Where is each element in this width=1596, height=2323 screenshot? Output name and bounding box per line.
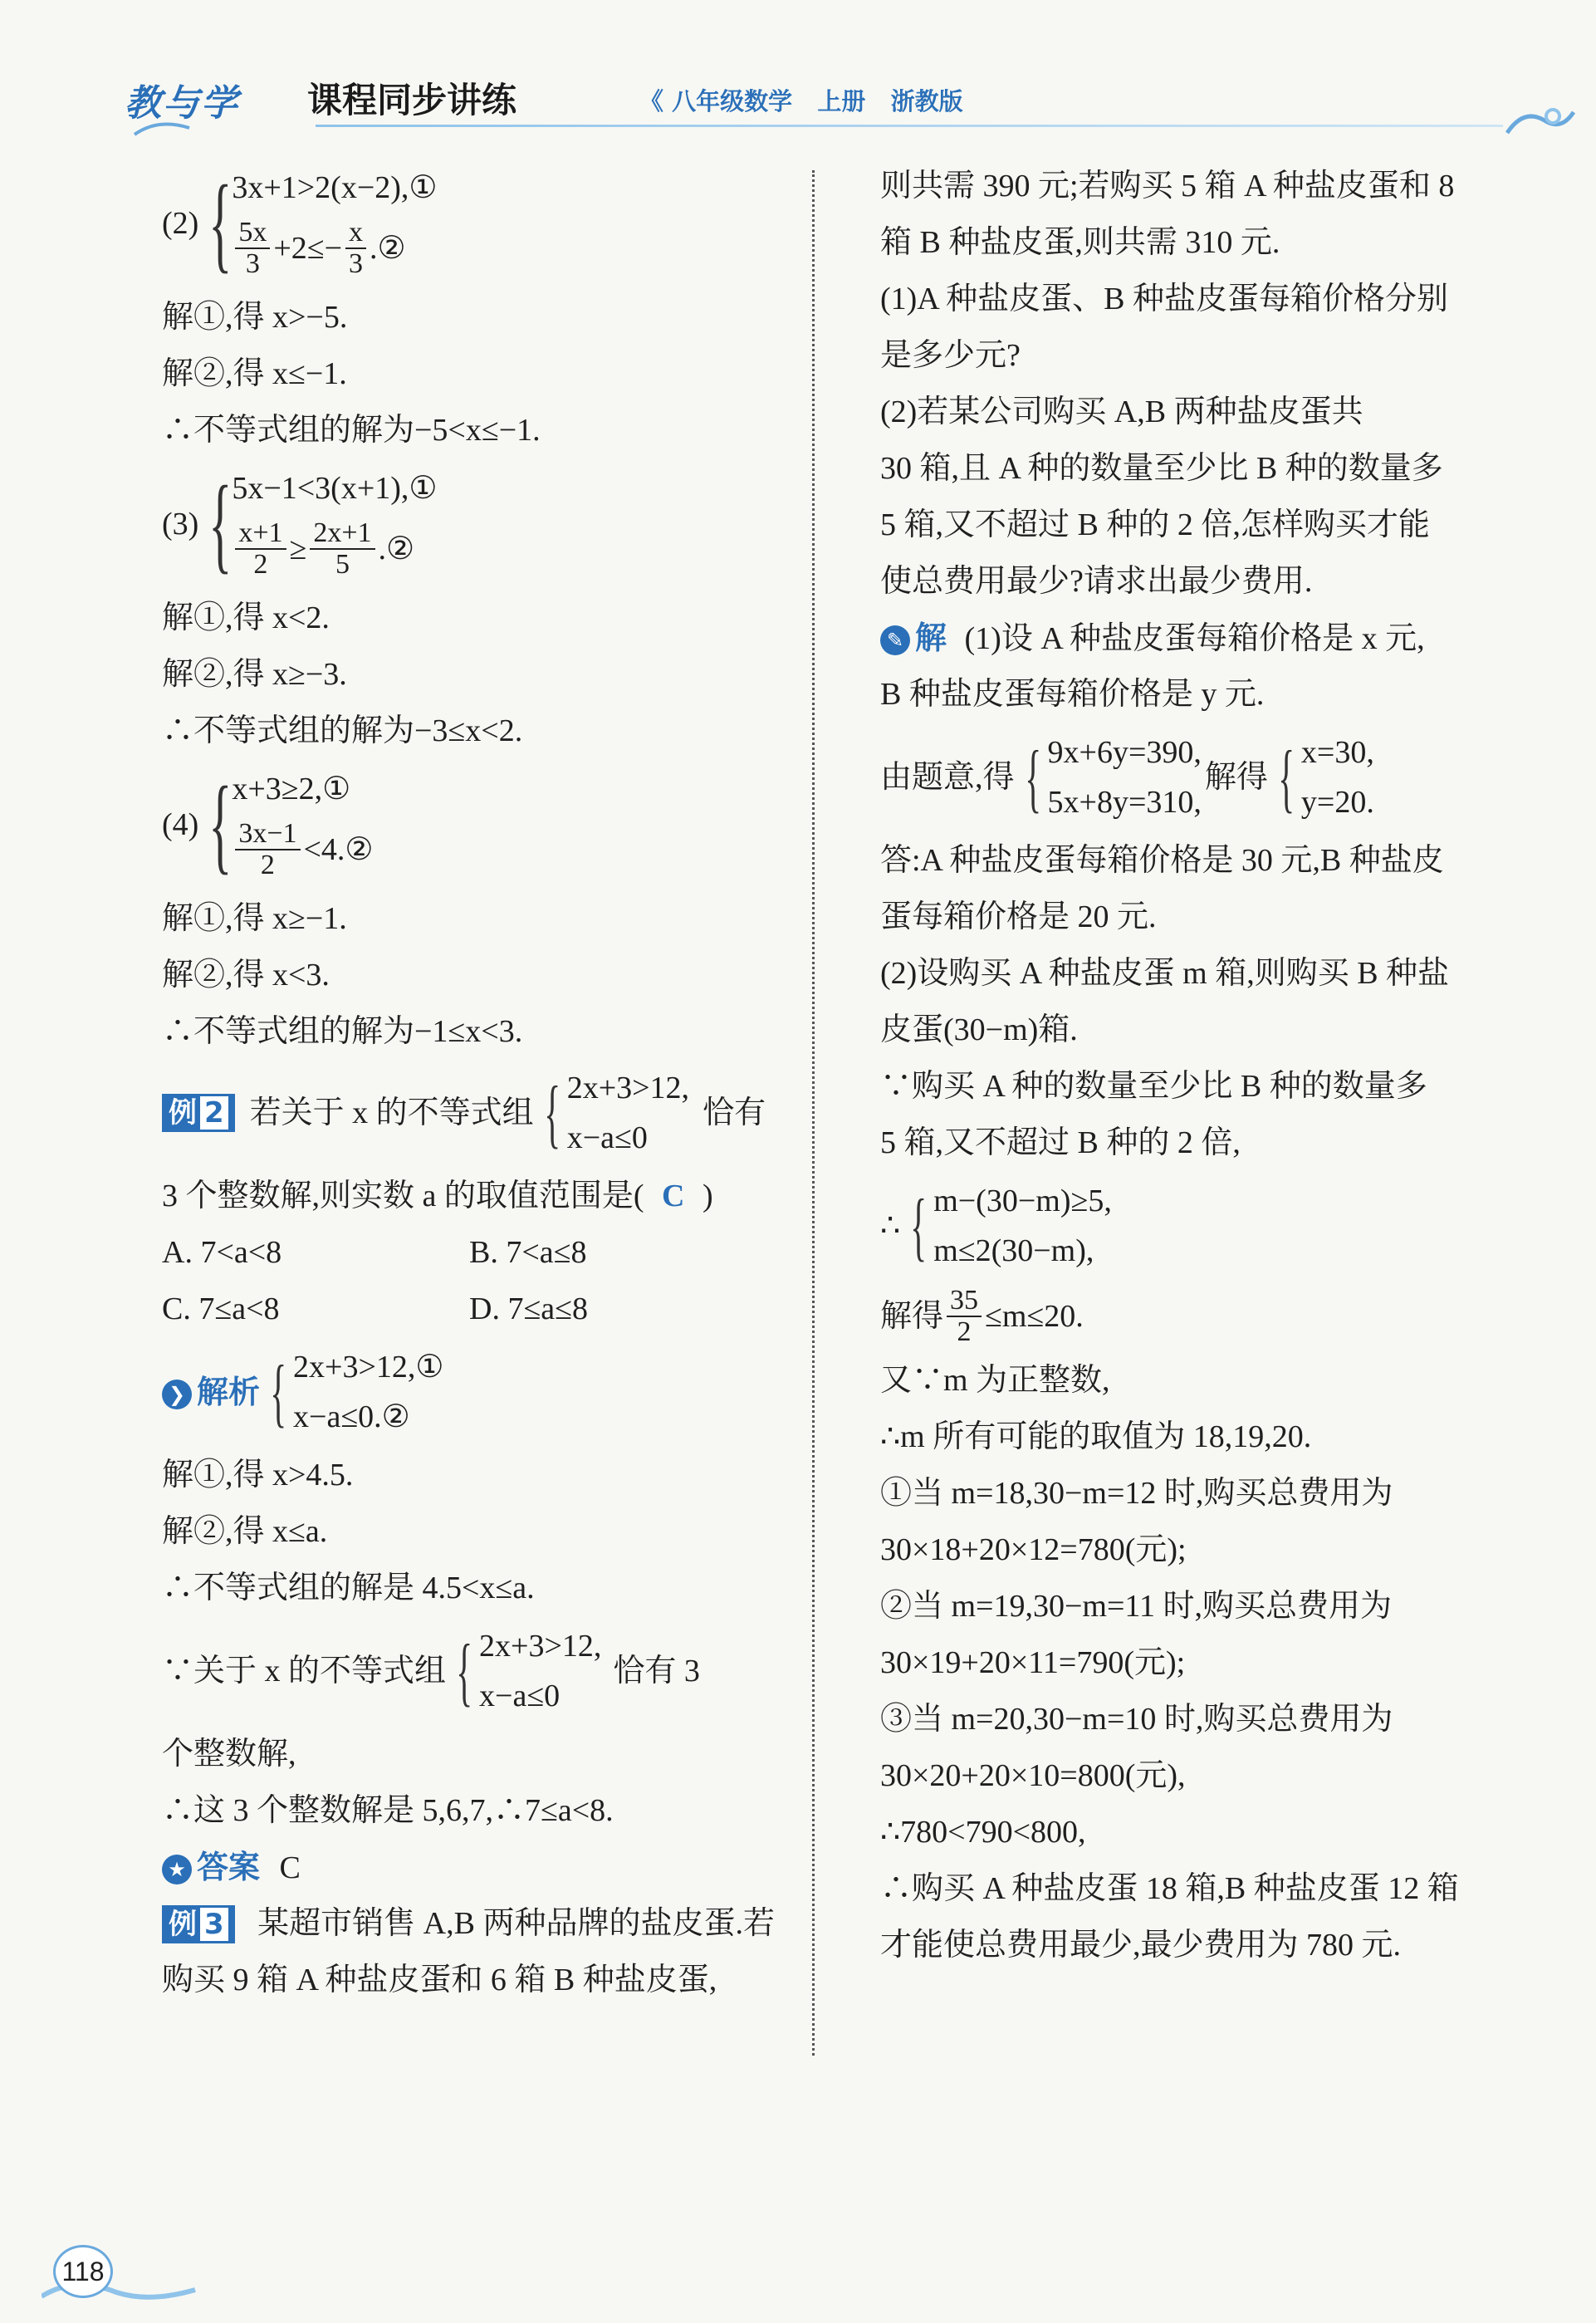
p2-equation-2	[232, 213, 437, 284]
right-line-22: ①当 m=18,30−m=12 时,购买总费用为	[880, 1476, 1393, 1511]
example-2-line2	[162, 1168, 776, 1224]
inequality-system-2	[880, 1176, 1511, 1276]
example-tag-number: 2	[200, 1096, 228, 1130]
p3-step-3: ∴不等式组的解为−3≤x<2.	[162, 713, 523, 748]
example-2-eq1: 2x+3>12,	[566, 1071, 690, 1105]
right-line-19	[880, 1281, 1511, 1352]
jie-label	[880, 610, 947, 666]
wave-decoration-icon	[1503, 100, 1578, 141]
system-1-pre: 由题意,得	[880, 760, 1015, 795]
right-line-29: ∴购买 A 种盐皮蛋 18 箱,B 种盐皮蛋 12 箱	[880, 1871, 1459, 1906]
right-line-24: ②当 m=19,30−m=11 时,购买总费用为	[880, 1589, 1392, 1624]
example-2-tag	[162, 1094, 235, 1132]
right-line-2: 箱 B 种盐皮蛋,则共需 310 元.	[880, 225, 1280, 260]
p3-frac1-den: 2	[253, 549, 268, 580]
p3-end: .②	[378, 532, 415, 566]
example-tag-text: 例	[169, 1908, 197, 1941]
example-3-tag	[162, 1905, 235, 1943]
example-2-pre: 若关于 x 的不等式组	[249, 1095, 534, 1130]
jiexi-eq2: x−a≤0.②	[293, 1399, 410, 1434]
r19-post: ≤m≤20.	[985, 1299, 1084, 1334]
system-2-eq1: m−(30−m)≥5,	[933, 1184, 1112, 1218]
column-divider	[812, 170, 815, 2056]
right-line-10: B 种盐皮蛋每箱价格是 y 元.	[880, 677, 1265, 712]
p4-step-1: 解①,得 x≥−1.	[162, 901, 347, 936]
right-line-6: 30 箱,且 A 种的数量至少比 B 种的数量多	[880, 451, 1443, 486]
right-line-20: 又∵m 为正整数,	[880, 1363, 1110, 1398]
answer-line	[162, 1839, 776, 1895]
system-1-mid: 解得	[1204, 760, 1268, 795]
p4-equation-1: x+3≥2,①	[232, 772, 351, 806]
system-2-pre: ∴	[880, 1208, 901, 1243]
header	[125, 66, 1495, 141]
jie-label-text: 解	[915, 620, 947, 656]
problem-3-system	[162, 463, 776, 585]
problem-4-label: (4)	[162, 807, 199, 842]
p2-step-2: 解②,得 x≤−1.	[162, 356, 347, 391]
example-2-choice: C	[662, 1179, 685, 1213]
right-line-9	[880, 610, 1511, 666]
system-1-eq2: 5x+8y=310,	[1047, 785, 1202, 820]
jiexi-step-5: 个整数解,	[162, 1737, 296, 1772]
p2-frac2-den: 3	[349, 248, 364, 279]
example-2-question: 3 个整数解,则实数 a 的取值范围是(	[162, 1179, 644, 1213]
p4-frac-den: 2	[260, 850, 275, 880]
header-rule	[316, 125, 1503, 127]
star-icon: ★	[162, 1855, 192, 1884]
jiexi-label	[162, 1364, 260, 1420]
p4-frac-num: 3x−1	[235, 819, 300, 850]
r19-den: 2	[957, 1316, 972, 1347]
example-3-line1	[162, 1895, 776, 1952]
jiexi-eq1: 2x+3>12,①	[293, 1350, 444, 1384]
right-line-27: 30×20+20×10=800(元),	[880, 1758, 1186, 1793]
right-line-8: 使总费用最少?请求出最少费用.	[880, 564, 1313, 599]
options-row-2	[162, 1281, 776, 1337]
jiexi-label-text: 解析	[197, 1374, 261, 1410]
equation-system-1	[880, 728, 1511, 827]
arrow-right-icon: ❯	[162, 1380, 192, 1409]
brace-icon: {	[1278, 735, 1295, 820]
option-c: C. 7≤a<8	[162, 1291, 280, 1326]
p3-frac1-num: x+1	[235, 518, 286, 550]
option-a: A. 7<a<8	[162, 1235, 282, 1270]
example-2-post: 恰有	[703, 1095, 766, 1130]
right-line-28: ∴780<790<800,	[880, 1815, 1086, 1850]
page-number-badge	[42, 2230, 133, 2305]
right-line-25: 30×19+20×11=790(元);	[880, 1645, 1186, 1680]
jiexi-step-1: 解①,得 x>4.5.	[162, 1458, 354, 1492]
brace-icon: {	[543, 1071, 561, 1155]
p4-step-2: 解②,得 x<3.	[162, 958, 330, 992]
jiexi-step-4-eq1: 2x+3>12,	[479, 1629, 602, 1664]
p2-step-3: ∴不等式组的解为−5<x≤−1.	[162, 413, 541, 448]
system-1-eq1: 9x+6y=390,	[1047, 735, 1202, 770]
jiexi-step-6: ∴这 3 个整数解是 5,6,7,∴7≤a<8.	[162, 1793, 614, 1828]
p3-equation-1: 5x−1<3(x+1),①	[232, 471, 438, 506]
brace-icon: {	[270, 1350, 287, 1434]
right-line-3: (1)A 种盐皮蛋、B 种盐皮蛋每箱价格分别	[880, 282, 1449, 316]
page-number: 118	[53, 2245, 113, 2298]
p4-step-3: ∴不等式组的解为−1≤x<3.	[162, 1014, 523, 1049]
example-2-close: )	[702, 1179, 713, 1213]
right-line-16: ∵购买 A 种的数量至少比 B 种的数量多	[880, 1069, 1427, 1104]
jiexi-step-3: ∴不等式组的解是 4.5<x≤a.	[162, 1571, 535, 1605]
p2-equation-1: 3x+1>2(x−2),①	[232, 170, 438, 205]
p4-equation-2	[232, 814, 373, 885]
left-column	[162, 158, 776, 2008]
problem-4-system	[162, 764, 776, 885]
right-column	[880, 158, 1511, 1973]
right-line-4: 是多少元?	[880, 338, 1021, 373]
jiexi-step-4-pre: ∵关于 x 的不等式组	[162, 1654, 447, 1688]
problem-2-system	[162, 163, 776, 284]
option-b: B. 7<a≤8	[469, 1235, 587, 1270]
p3-mid: ≥	[289, 532, 307, 566]
right-line-1: 则共需 390 元;若购买 5 箱 A 种盐皮蛋和 8	[880, 169, 1455, 203]
example-3-text-1: 某超市销售 A,B 两种品牌的盐皮蛋.若	[257, 1906, 775, 1941]
right-line-13: 蛋每箱价格是 20 元.	[880, 899, 1157, 934]
jiexi-step-2: 解②,得 x≤a.	[162, 1514, 328, 1549]
example-2-stem	[162, 1063, 776, 1163]
header-subtitle: 《 八年级数学 上册 浙教版	[639, 87, 963, 115]
right-line-23: 30×18+20×12=780(元);	[880, 1532, 1187, 1567]
answer-value: C	[279, 1850, 301, 1885]
p3-step-2: 解②,得 x≥−3.	[162, 657, 347, 692]
header-title: 课程同步讲练	[307, 80, 517, 120]
p2-step-1: 解①,得 x>−5.	[162, 300, 348, 335]
p3-equation-2	[232, 513, 437, 585]
r19-num: 35	[947, 1286, 982, 1317]
brace-icon: {	[1024, 735, 1041, 820]
brace-icon: {	[208, 765, 233, 885]
p4-end: <4.②	[303, 832, 374, 867]
p3-frac2-den: 5	[335, 549, 350, 580]
example-tag-number: 3	[200, 1908, 228, 1941]
system-1-sol2: y=20.	[1300, 785, 1374, 820]
jiexi-step-4	[162, 1621, 776, 1721]
option-d: D. 7≤a≤8	[469, 1291, 589, 1326]
header-logo: 教与学	[125, 82, 239, 125]
p2-frac2-num: x	[345, 218, 366, 249]
right-line-15: 皮蛋(30−m)箱.	[880, 1012, 1078, 1047]
example-tag-text: 例	[169, 1096, 197, 1130]
p2-mid: +2≤−	[273, 231, 343, 266]
system-2-eq2: m≤2(30−m),	[933, 1233, 1094, 1268]
brace-icon: {	[208, 464, 233, 584]
example-3-line2: 购买 9 箱 A 种盐皮蛋和 6 箱 B 种盐皮蛋,	[162, 1963, 717, 1997]
brace-icon: {	[208, 164, 233, 283]
right-line-5: (2)若某公司购买 A,B 两种盐皮蛋共	[880, 395, 1363, 429]
pencil-icon: ✎	[880, 625, 910, 655]
right-line-17: 5 箱,又不超过 B 种的 2 倍,	[880, 1125, 1241, 1160]
right-line-26: ③当 m=20,30−m=10 时,购买总费用为	[880, 1702, 1393, 1737]
brace-icon: {	[910, 1184, 928, 1268]
system-1-sol1: x=30,	[1300, 735, 1374, 770]
brace-icon: {	[456, 1629, 473, 1713]
right-line-14: (2)设购买 A 种盐皮蛋 m 箱,则购买 B 种盐	[880, 956, 1450, 991]
right-line-7: 5 箱,又不超过 B 种的 2 倍,怎样购买才能	[880, 507, 1430, 542]
right-line-21: ∴m 所有可能的取值为 18,19,20.	[880, 1419, 1312, 1454]
problem-2-label: (2)	[162, 206, 199, 241]
answer-label	[162, 1839, 260, 1895]
example-2-eq2: x−a≤0	[566, 1120, 648, 1155]
problem-3-label: (3)	[162, 507, 199, 542]
jiexi-step-4-eq2: x−a≤0	[479, 1679, 561, 1713]
right-line-9-text: (1)设 A 种盐皮蛋每箱价格是 x 元,	[964, 621, 1425, 656]
p2-frac1-den: 3	[245, 248, 260, 279]
answer-label-text: 答案	[197, 1849, 261, 1885]
options-row-1	[162, 1224, 776, 1281]
p2-frac1-num: 5x	[235, 218, 270, 249]
p3-frac2-num: 2x+1	[310, 518, 375, 550]
p2-end: .②	[370, 231, 406, 266]
right-line-30: 才能使总费用最少,最少费用为 780 元.	[880, 1928, 1402, 1963]
p3-step-1: 解①,得 x<2.	[162, 600, 330, 635]
jiexi-step-4-post: 恰有 3	[613, 1654, 700, 1688]
right-line-12: 答:A 种盐皮蛋每箱价格是 30 元,B 种盐皮	[880, 843, 1444, 878]
jiexi-system	[162, 1342, 776, 1442]
r19-pre: 解得	[880, 1299, 944, 1334]
